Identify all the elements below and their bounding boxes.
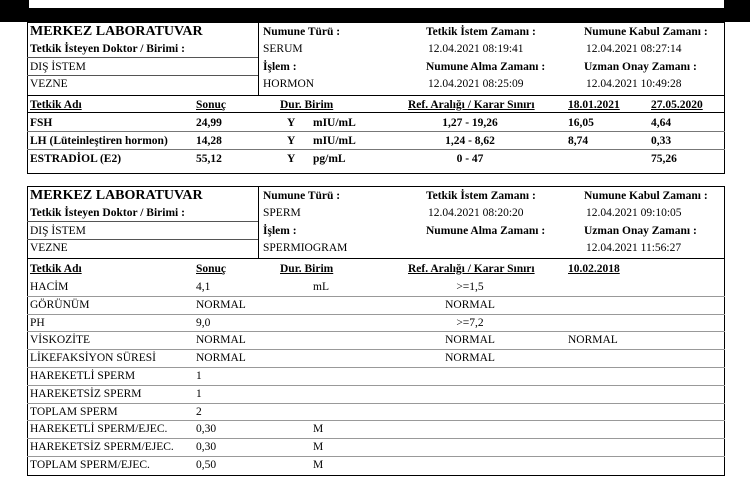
col-test-name: Tetkik Adı bbox=[30, 99, 82, 111]
request-time-label: Tetkik İstem Zamanı : bbox=[426, 26, 536, 38]
approval-time-value: 12.04.2021 10:49:28 bbox=[586, 78, 682, 90]
row-line bbox=[27, 131, 725, 132]
row-prev2: 0,33 bbox=[651, 135, 672, 147]
unit-value: VEZNE bbox=[30, 78, 68, 90]
row-line bbox=[27, 75, 258, 76]
row-test-name: VİSKOZİTE bbox=[30, 334, 91, 346]
header-divider bbox=[27, 258, 725, 259]
row-line bbox=[27, 296, 725, 297]
row-line bbox=[27, 403, 725, 404]
col-date2: 27.05.2020 bbox=[651, 99, 703, 111]
row-test-name: ESTRADİOL (E2) bbox=[30, 153, 122, 165]
row-result: 9,0 bbox=[196, 317, 211, 329]
row-unit: mL bbox=[313, 281, 329, 293]
row-line bbox=[27, 456, 725, 457]
row-line bbox=[27, 367, 725, 368]
doctor-value: DIŞ İSTEM bbox=[30, 61, 86, 73]
table-header-line bbox=[27, 112, 725, 113]
approval-time-label: Uzman Onay Zamanı : bbox=[584, 225, 697, 237]
col-status-unit: Dur. Birim bbox=[280, 99, 334, 111]
sample-type-label: Numune Türü : bbox=[263, 190, 341, 202]
row-line bbox=[27, 349, 725, 350]
row-test-name: TOPLAM SPERM bbox=[30, 406, 118, 418]
row-test-name: HAREKETSİZ SPERM bbox=[30, 388, 142, 400]
row-prev2: 75,26 bbox=[651, 153, 677, 165]
col-test-name: Tetkik Adı bbox=[30, 263, 82, 275]
acceptance-time-label: Numune Kabul Zamanı : bbox=[584, 26, 708, 38]
doctor-label: Tetkik İsteyen Doktor / Birimi : bbox=[30, 207, 185, 219]
procedure-label: İşlem : bbox=[263, 61, 297, 73]
approval-time-label: Uzman Onay Zamanı : bbox=[584, 61, 697, 73]
row-unit: M bbox=[313, 423, 324, 435]
row-unit: M bbox=[313, 459, 324, 471]
acceptance-time-label: Numune Kabul Zamanı : bbox=[584, 190, 708, 202]
col-divider bbox=[258, 22, 259, 96]
row-prev1: 16,05 bbox=[568, 117, 594, 129]
row-line bbox=[27, 221, 258, 222]
row-test-name: FSH bbox=[30, 117, 53, 129]
row-test-name: HAREKETLİ SPERM bbox=[30, 370, 136, 382]
procedure-value: SPERMIOGRAM bbox=[263, 242, 348, 254]
row-test-name: LH (Lüteinleştiren hormon) bbox=[30, 135, 168, 147]
row-result: 4,1 bbox=[196, 281, 211, 293]
row-status: Y bbox=[287, 135, 296, 147]
row-line bbox=[27, 420, 725, 421]
acceptance-time-value: 12.04.2021 08:27:14 bbox=[586, 43, 682, 55]
sample-type-value: SERUM bbox=[263, 43, 303, 55]
collection-time-label: Numune Alma Zamanı : bbox=[426, 225, 546, 237]
request-time-label: Tetkik İstem Zamanı : bbox=[426, 190, 536, 202]
row-result: 55,12 bbox=[196, 153, 222, 165]
doctor-value: DIŞ İSTEM bbox=[30, 225, 86, 237]
row-line bbox=[27, 438, 725, 439]
procedure-value: HORMON bbox=[263, 78, 315, 90]
collection-time-label: Numune Alma Zamanı : bbox=[426, 61, 546, 73]
row-result: 24,99 bbox=[196, 117, 222, 129]
row-ref: 0 - 47 bbox=[456, 153, 484, 165]
col-ref-range: Ref. Aralığı / Karar Sınırı bbox=[408, 99, 535, 111]
row-unit: mIU/mL bbox=[313, 117, 356, 129]
row-result: NORMAL bbox=[196, 352, 246, 364]
previous-page-edge bbox=[28, 0, 725, 9]
row-status: Y bbox=[287, 117, 296, 129]
request-time-value: 12.04.2021 08:19:41 bbox=[428, 43, 524, 55]
row-prev2: 4,64 bbox=[651, 117, 672, 129]
row-prev1: 8,74 bbox=[568, 135, 589, 147]
row-result: NORMAL bbox=[196, 299, 246, 311]
col-date1: 10.02.2018 bbox=[568, 263, 620, 275]
row-test-name: GÖRÜNÜM bbox=[30, 299, 90, 311]
row-ref: >=1,5 bbox=[456, 281, 484, 293]
row-result: 1 bbox=[196, 388, 202, 400]
row-result: 0,30 bbox=[196, 423, 217, 435]
acceptance-time-value: 12.04.2021 09:10:05 bbox=[586, 207, 682, 219]
col-status-unit: Dur. Birim bbox=[280, 263, 334, 275]
collection-time-value: 12.04.2021 08:25:09 bbox=[428, 78, 524, 90]
request-time-value: 12.04.2021 08:20:20 bbox=[428, 207, 524, 219]
row-ref: >=7,2 bbox=[456, 317, 484, 329]
row-result: 14,28 bbox=[196, 135, 222, 147]
row-prev1: NORMAL bbox=[568, 334, 618, 346]
sample-type-label: Numune Türü : bbox=[263, 26, 341, 38]
row-ref: NORMAL bbox=[445, 299, 495, 311]
col-result: Sonuç bbox=[196, 99, 227, 111]
sample-type-value: SPERM bbox=[263, 207, 301, 219]
row-ref: 1,24 - 8,62 bbox=[445, 135, 495, 147]
row-result: 0,50 bbox=[196, 459, 217, 471]
row-test-name: HAREKETSİZ SPERM/EJEC. bbox=[30, 441, 174, 453]
row-result: NORMAL bbox=[196, 334, 246, 346]
row-line bbox=[27, 331, 725, 332]
col-date1: 18.01.2021 bbox=[568, 99, 620, 111]
row-line bbox=[27, 314, 725, 315]
row-unit: mIU/mL bbox=[313, 135, 356, 147]
row-status: Y bbox=[287, 153, 296, 165]
approval-time-value: 12.04.2021 11:56:27 bbox=[586, 242, 682, 254]
row-unit: M bbox=[313, 441, 324, 453]
row-line bbox=[27, 239, 258, 240]
row-test-name: LİKEFAKSİYON SÜRESİ bbox=[30, 352, 156, 364]
row-line bbox=[27, 57, 258, 58]
row-result: 2 bbox=[196, 406, 202, 418]
row-test-name: HACİM bbox=[30, 281, 69, 293]
header-divider bbox=[27, 95, 725, 96]
unit-value: VEZNE bbox=[30, 242, 68, 254]
col-ref-range: Ref. Aralığı / Karar Sınırı bbox=[408, 263, 535, 275]
row-ref: NORMAL bbox=[445, 334, 495, 346]
row-test-name: PH bbox=[30, 317, 45, 329]
row-result: 0,30 bbox=[196, 441, 217, 453]
procedure-label: İşlem : bbox=[263, 225, 297, 237]
row-test-name: TOPLAM SPERM/EJEC. bbox=[30, 459, 150, 471]
doctor-label: Tetkik İsteyen Doktor / Birimi : bbox=[30, 43, 185, 55]
lab-name: MERKEZ LABORATUVAR bbox=[30, 24, 203, 39]
lab-name: MERKEZ LABORATUVAR bbox=[30, 188, 203, 203]
col-result: Sonuç bbox=[196, 263, 227, 275]
row-line bbox=[27, 385, 725, 386]
row-result: 1 bbox=[196, 370, 202, 382]
row-test-name: HAREKETLİ SPERM/EJEC. bbox=[30, 423, 168, 435]
col-divider bbox=[258, 186, 259, 259]
row-line bbox=[27, 149, 725, 150]
row-ref: NORMAL bbox=[445, 352, 495, 364]
row-ref: 1,27 - 19,26 bbox=[442, 117, 498, 129]
row-unit: pg/mL bbox=[313, 153, 346, 165]
